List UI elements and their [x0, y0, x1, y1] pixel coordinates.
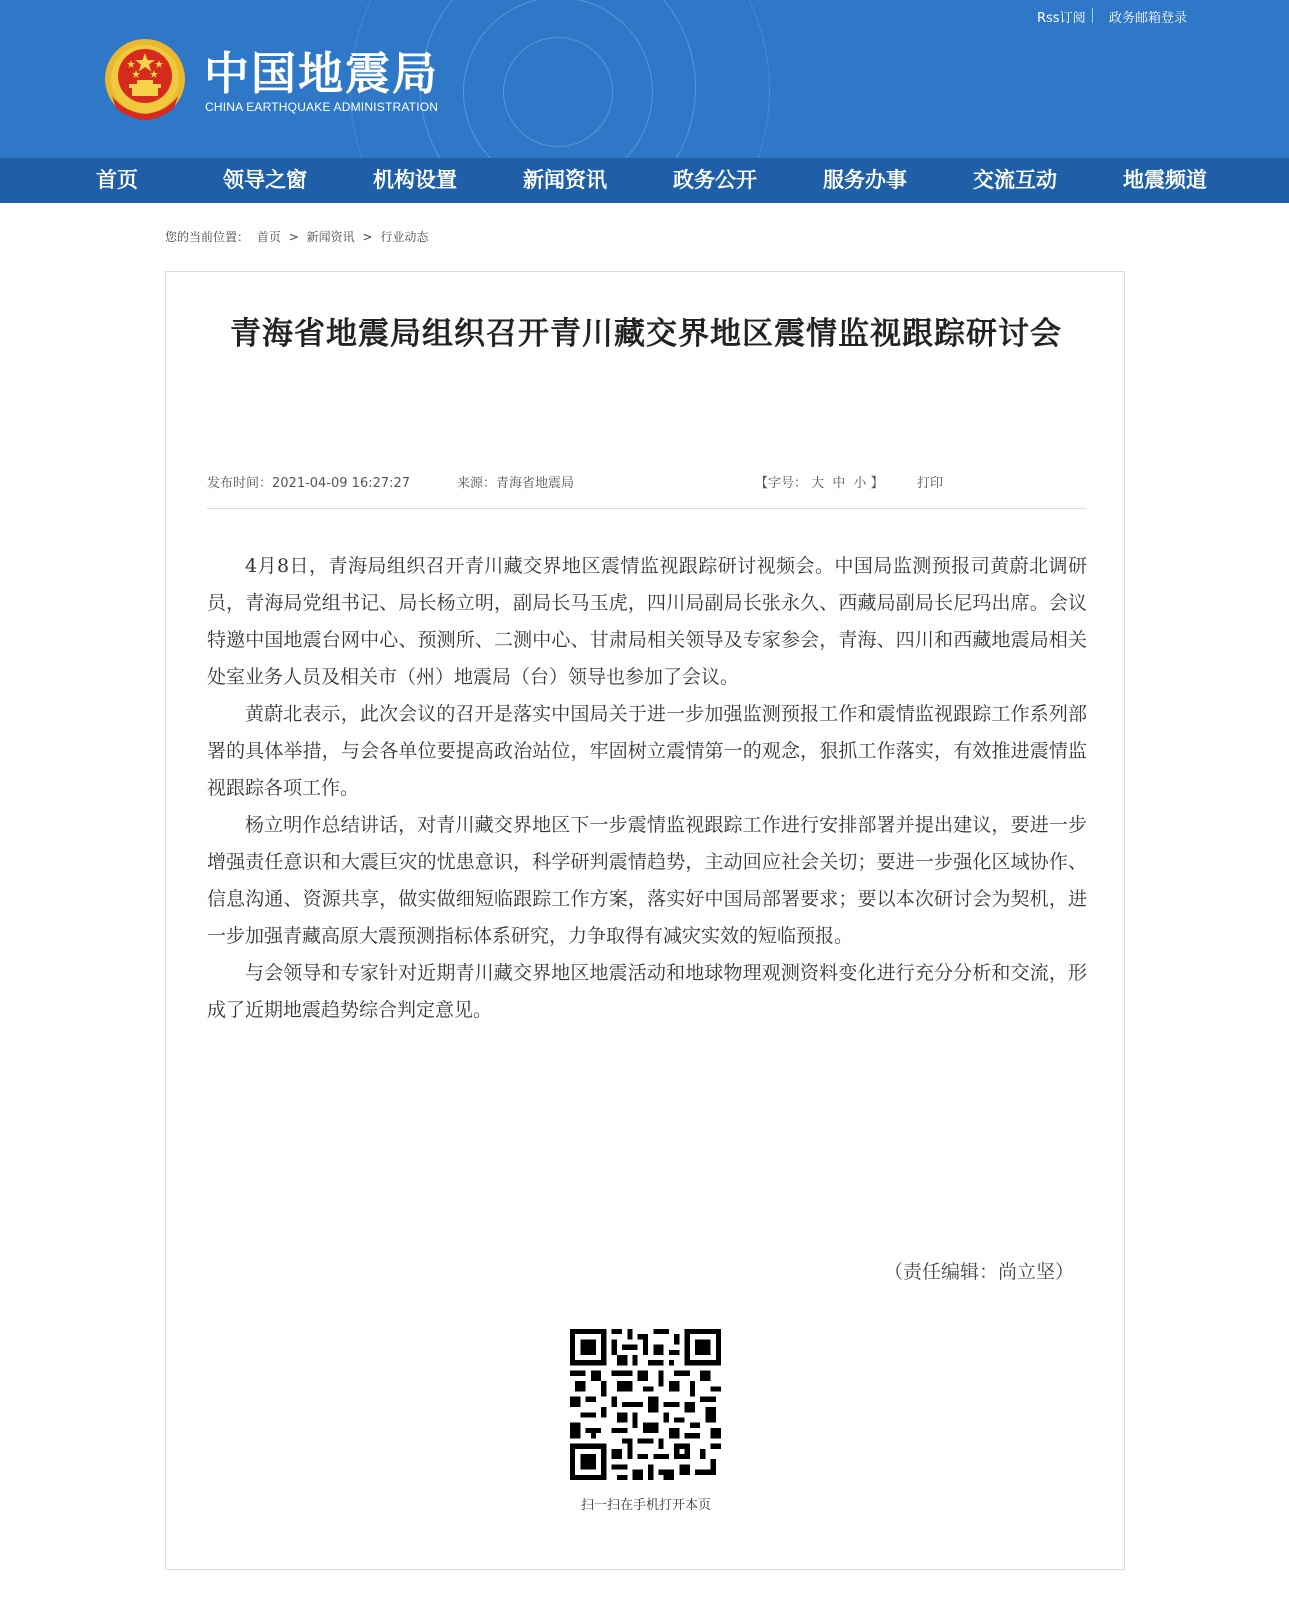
top-links [989, 7, 1289, 27]
top-link-divider [1092, 8, 1093, 23]
font-size-prefix: 【字号： [755, 476, 808, 491]
nav-item-interaction[interactable]: 交流互动 [973, 168, 1057, 192]
publish-time: 发布时间：2021-04-09 16:27:27 [207, 476, 411, 491]
gov-mail-login-link[interactable]: 政务邮箱登录 [1109, 11, 1188, 26]
site-logo-cn[interactable]: 中国地震局 [204, 47, 440, 100]
article-title: 青海省地震局组织召开青川藏交界地区震情监视跟踪研讨会 [230, 316, 1062, 352]
article-paragraph: 4月8日，青海局组织召开青川藏交界地区震情监视跟踪研讨视频会。中国局监测预报司黄蔚北调研员，青海局党组书记、局长杨立明，副局长马玉虎，四川局副局长张永久、西藏局副局长尼玛出席。会议特邀中国地震台网中心、预测所、二测中心、甘肃局相关领导及专家参会，青海、四川和西藏地震局相关处室业务人员及相关市（州）地震局（台）领导也参加了会议。 [207, 555, 1087, 688]
nav-item-news[interactable]: 新闻资讯 [523, 168, 607, 192]
breadcrumb-news[interactable]: 新闻资讯 [306, 230, 355, 244]
article-container [165, 271, 1125, 1570]
site-logo-en: CHINA EARTHQUAKE ADMINISTRATION [205, 100, 439, 114]
article-paragraph: 黄蔚北表示，此次会议的召开是落实中国局关于进一步加强监测预报工作和震情监视跟踪工作系列部署的具体举措，与会各单位要提高政治站位，牢固树立震情第一的观念，狠抓工作落实，有效推进震情监视跟踪各项工作。 [207, 703, 1087, 799]
breadcrumb-industry-news[interactable]: 行业动态 [380, 230, 429, 244]
font-size-control [755, 472, 884, 491]
nav-item-earthquake-channel[interactable]: 地震频道 [1123, 168, 1207, 192]
nav-item-home[interactable]: 首页 [96, 168, 138, 192]
article-source: 来源：青海省地震局 [457, 476, 575, 491]
responsible-editor: （责任编辑：尚立坚） [884, 1261, 1075, 1283]
breadcrumb-prefix: 您的当前位置： [165, 230, 250, 244]
breadcrumb [165, 228, 432, 245]
main-nav [0, 158, 1289, 203]
article-body [207, 548, 1087, 1029]
meta-divider [207, 508, 1086, 509]
nav-item-government-affairs[interactable]: 政务公开 [673, 168, 757, 192]
national-emblem-icon [104, 38, 186, 120]
breadcrumb-separator: > [362, 230, 373, 244]
breadcrumb-home[interactable]: 首页 [256, 230, 281, 244]
rss-link[interactable]: Rss订阅 [1037, 11, 1086, 26]
article-meta [207, 472, 1087, 490]
qr-code-icon [570, 1329, 721, 1480]
font-size-suffix: 】 [870, 476, 884, 491]
font-size-large-button[interactable]: 大 [811, 476, 825, 491]
font-size-small-button[interactable]: 小 [853, 476, 867, 491]
nav-item-organization[interactable]: 机构设置 [373, 168, 457, 192]
breadcrumb-separator: > [288, 230, 299, 244]
print-button[interactable]: 打印 [917, 476, 944, 491]
nav-item-leadership[interactable]: 领导之窗 [223, 168, 307, 192]
qr-caption: 扫一扫在手机打开本页 [580, 1498, 711, 1513]
site-header [0, 0, 1289, 158]
nav-item-services[interactable]: 服务办事 [823, 168, 907, 192]
article-paragraph: 杨立明作总结讲话，对青川藏交界地区下一步震情监视跟踪工作进行安排部署并提出建议，要进一步增强责任意识和大震巨灾的忧患意识，科学研判震情趋势，主动回应社会关切；要进一步强化区域协作、信息沟通、资源共享，做实做细短临跟踪工作方案，落实好中国局部署要求；要以本次研讨会为契机，进一步加强青藏高原大震预测指标体系研究，力争取得有减灾实效的短临预报。 [207, 814, 1087, 947]
font-size-medium-button[interactable]: 中 [832, 476, 846, 491]
article-paragraph: 与会领导和专家针对近期青川藏交界地区地震活动和地球物理观测资料变化进行充分分析和交流，形成了近期地震趋势综合判定意见。 [207, 962, 1087, 1021]
